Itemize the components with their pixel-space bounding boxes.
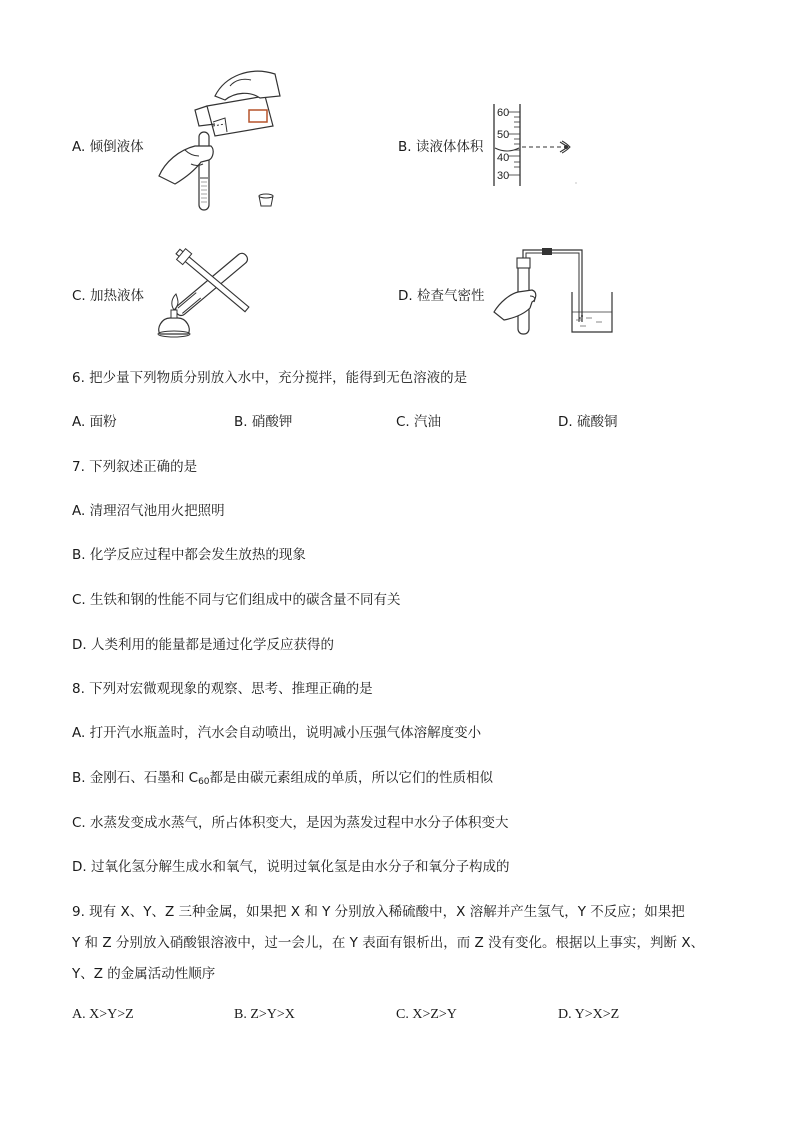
scale-30: 30: [497, 170, 510, 182]
q7-option-b: B. 化学反应过程中都会发生放热的现象: [72, 547, 306, 563]
q6-stem: 6. 把少量下列物质分别放入水中，充分搅拌，能得到无色溶液的是: [72, 370, 468, 386]
q7-option-c: C. 生铁和钢的性能不同与它们组成中的碳含量不同有关: [72, 592, 401, 608]
q9-option-a: A. X>Y>Z: [72, 1007, 134, 1022]
q9-option-d: D. Y>X>Z: [558, 1007, 620, 1022]
graduated-cylinder-diagram: [488, 100, 588, 190]
q8-stem: 8. 下列对宏微观现象的观察、思考、推理正确的是: [72, 681, 373, 697]
q8-option-b-subscript: 60: [198, 777, 210, 787]
pouring-liquid-diagram: [155, 66, 285, 216]
airtightness-check-diagram: [490, 246, 618, 338]
scale-60: 60: [497, 107, 510, 119]
q7-option-d: D. 人类利用的能量都是通过化学反应获得的: [72, 637, 334, 653]
q9-stem-line-1: 9. 现有 X、Y、Z 三种金属，如果把 X 和 Y 分别放入稀硫酸中，X 溶解并产生氢气，Y 不反应；如果把: [72, 904, 685, 920]
heating-liquid-diagram: [148, 238, 252, 342]
q8-option-a: A. 打开汽水瓶盖时，汽水会自动喷出，说明减小压强气体溶解度变小: [72, 725, 482, 741]
scale-50: 50: [497, 129, 510, 141]
q8-option-b-lead: B. 金刚石、石墨和 C: [72, 770, 199, 786]
q8-option-b: [72, 766, 493, 787]
q6-option-d: D. 硫酸铜: [558, 414, 618, 430]
q9-option-c: C. X>Z>Y: [396, 1007, 457, 1022]
q8-option-d: D. 过氧化氢分解生成水和氧气，说明过氧化氢是由水分子和氧分子构成的: [72, 859, 510, 875]
q6-option-a: A. 面粉: [72, 414, 117, 430]
option-d-label: D. 检查气密性: [398, 288, 485, 304]
q9-stem-line-2: Y 和 Z 分别放入硝酸银溶液中，过一会儿，在 Y 表面有银析出，而 Z 没有变化。根据以上事实，判断 X、: [72, 935, 705, 951]
q8-option-c: C. 水蒸发变成水蒸气，所占体积变大，是因为蒸发过程中水分子体积变大: [72, 815, 509, 831]
option-c-label: C. 加热液体: [72, 288, 145, 304]
q9-option-b: B. Z>Y>X: [234, 1007, 295, 1022]
option-b-label: B. 读液体体积: [398, 139, 484, 155]
q7-stem: 7. 下列叙述正确的是: [72, 459, 198, 475]
q6-option-b: B. 硝酸钾: [234, 414, 293, 430]
q8-option-b-rest: 都是由碳元素组成的单质，所以它们的性质相似: [209, 770, 494, 786]
q9-stem-line-3: Y、Z 的金属活动性顺序: [72, 966, 216, 982]
q7-option-a: A. 清理沼气池用火把照明: [72, 503, 225, 519]
scale-40: 40: [497, 152, 510, 164]
option-a-label: A. 倾倒液体: [72, 139, 144, 155]
q6-option-c: C. 汽油: [396, 414, 442, 430]
